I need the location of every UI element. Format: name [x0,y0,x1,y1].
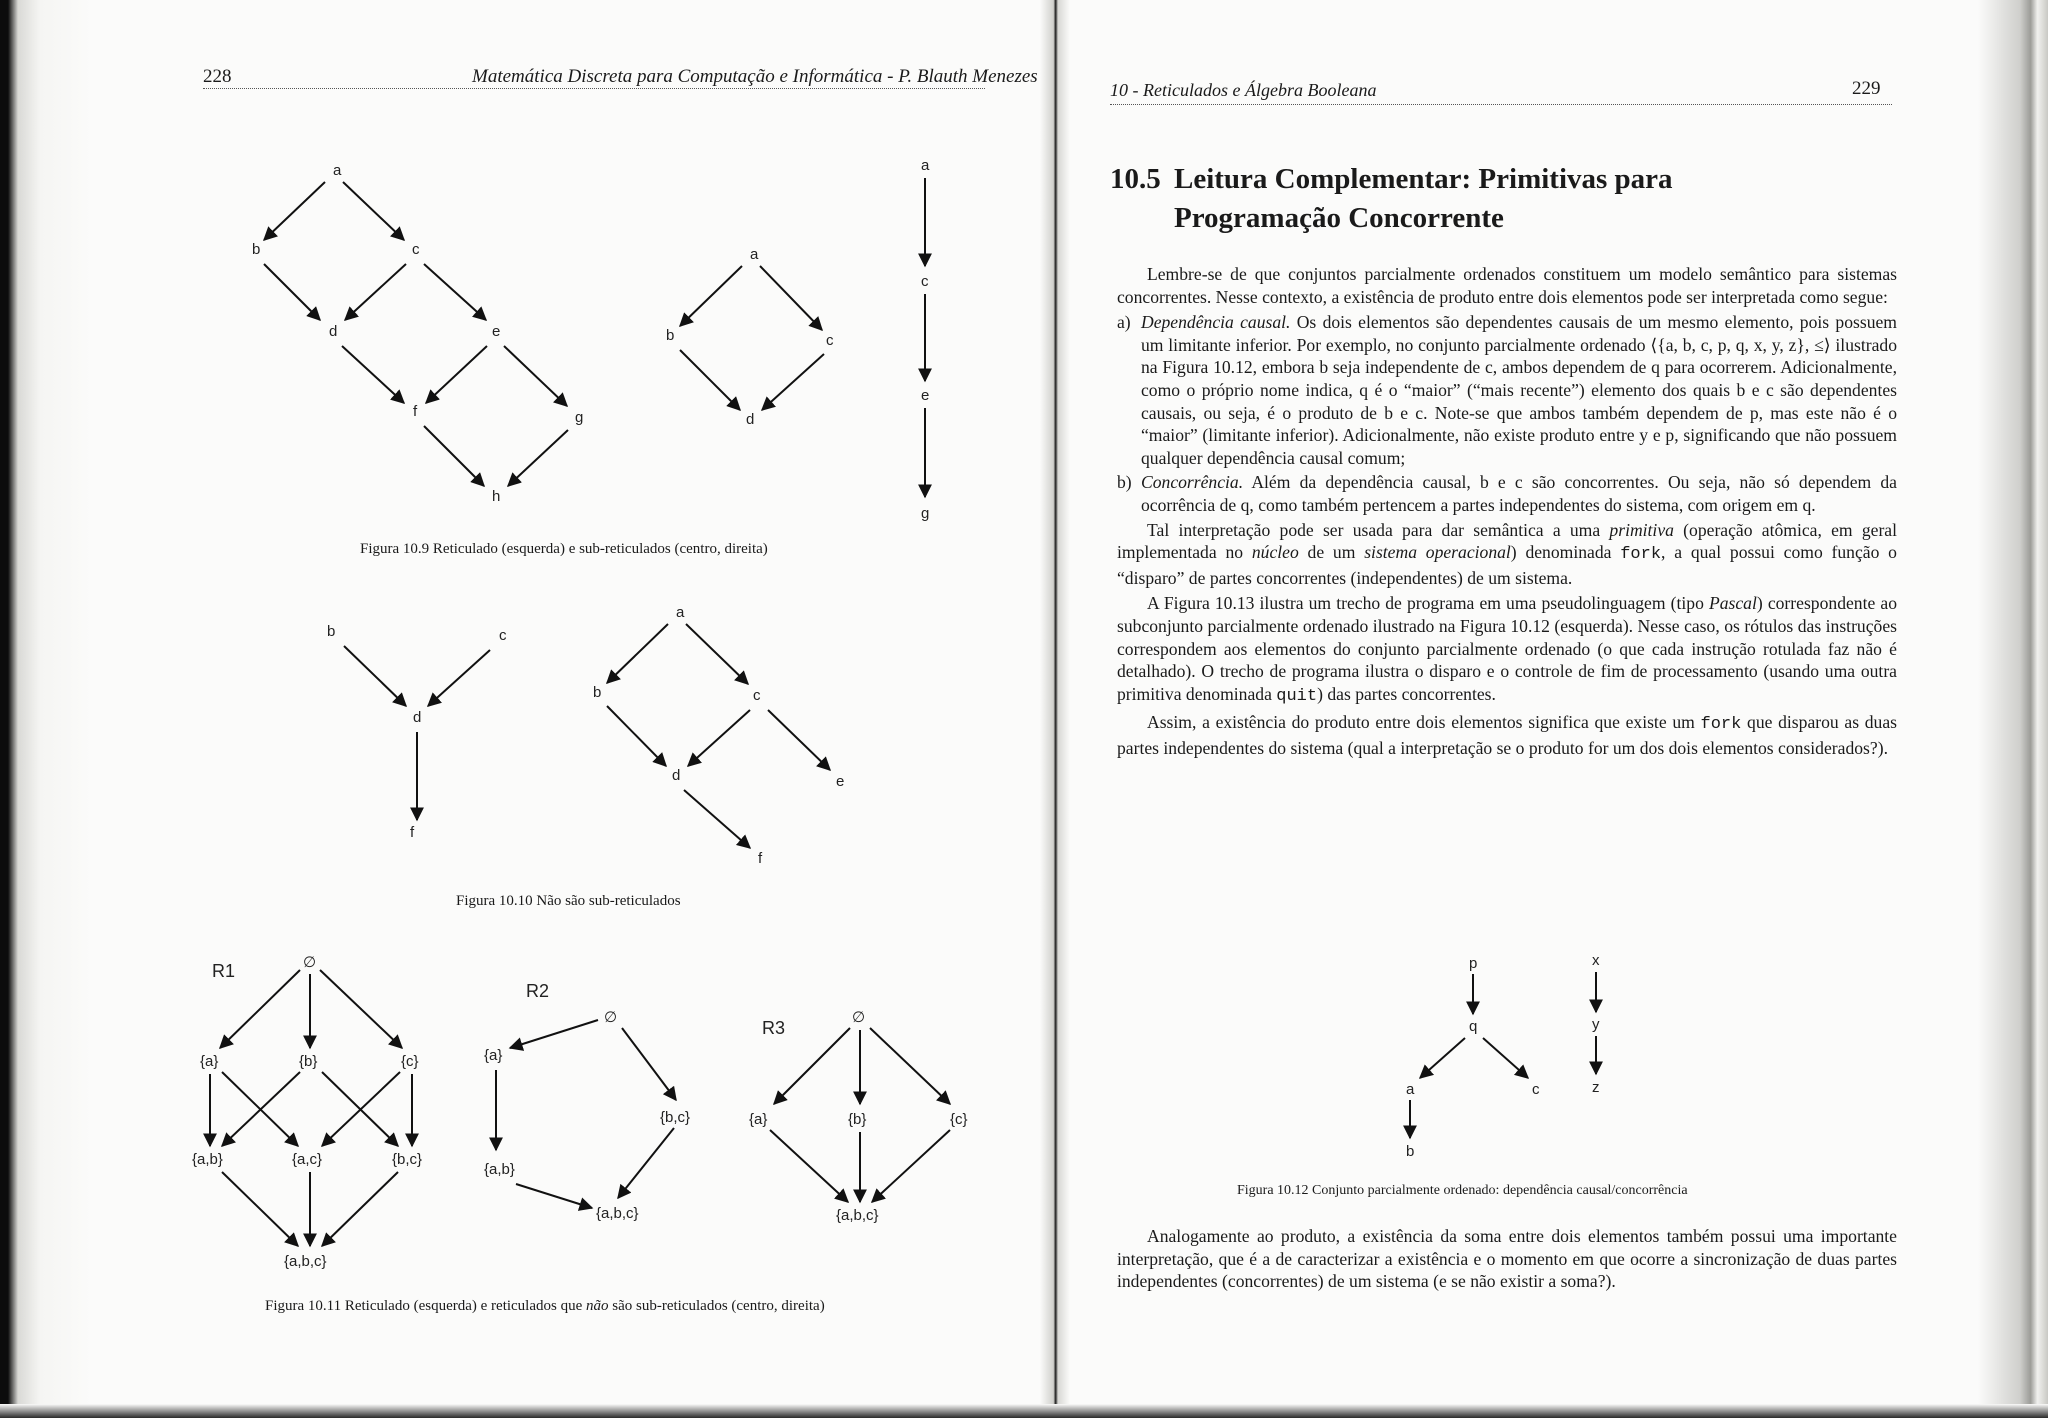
node-abc: {a,b,c} [284,1253,327,1270]
node-x: x [1592,952,1600,969]
node-b: b [1406,1143,1415,1160]
node-abc: {a,b,c} [836,1207,879,1224]
page-number-left: 228 [203,66,232,87]
node-c: c [499,627,507,644]
term-causal-dependency: Dependência causal. [1141,312,1291,333]
node-y: y [1592,1016,1600,1033]
node-z: z [1592,1079,1600,1096]
node-c: c [753,687,761,704]
intro-paragraph: Lembre-se de que conjuntos parcialmente ordenados constituem um modelo semântico para sistemas concorrentes. Nesse contexto, a existência de produto entre dois elementos pode ser interpretada como segue: [1117,264,1897,307]
section-title-line2: Programação Concorrente [1174,202,1504,234]
node-d: d [672,767,681,784]
node-f: f [410,824,415,841]
node-c: c [921,273,929,290]
node-abc: {a,b,c} [596,1205,639,1222]
node-h: h [492,488,501,505]
node-p: p [1469,955,1478,972]
node-e: e [492,323,501,340]
node-a: a [676,604,685,621]
node-a: {a} [200,1053,219,1070]
node-ab: {a,b} [484,1161,515,1178]
label-r3: R3 [762,1018,786,1038]
node-c: {c} [950,1111,968,1128]
label-r1: R1 [212,961,236,981]
node-a: {a} [484,1047,503,1064]
list-item: b) Concorrência. Além da dependência causal, b e c são concorrentes. Ou seja, não só dependem da ocorrência de q, como também pertencem a partes independentes do sistema, com origem em q. [1117,472,1897,515]
paragraph-product: Assim, a existência do produto entre dois elementos significa que existe um fork que disparou as duas partes independentes do sistema (qual a interpretação se o produto for um dos dois elementos considerados?). [1117,712,1898,758]
section-title-line1: Leitura Complementar: Primitivas para [1174,163,1673,195]
node-a: a [1406,1081,1415,1098]
node-c: c [412,241,420,258]
running-head-right: 10 - Reticulados e Álgebra Booleana [1110,80,1377,100]
node-a: a [750,246,759,263]
node-d: d [746,411,755,428]
section-number: 10.5 [1110,163,1161,195]
node-q: q [1469,1018,1478,1035]
node-c: c [826,332,834,349]
paragraph-sum: Analogamente ao produto, a existência da soma entre dois elementos também possui uma importante interpretação, que é a de caracterizar a existência e o momento em que ocorre a sincronização de duas partes independentes (concorrentes) de um sistema (e se não existir a soma?). [1117,1226,1897,1292]
node-f: f [758,850,763,867]
node-a: a [921,157,930,174]
node-c: c [1532,1081,1540,1098]
label-r2: R2 [526,981,550,1001]
node-bc: {b,c} [660,1109,691,1126]
node-b: b [327,623,336,640]
node-empty: ∅ [303,954,317,971]
node-b: {b} [848,1111,867,1128]
node-d: d [413,709,422,726]
figure-10-11-caption: Figura 10.11 Reticulado (esquerda) e reticulados que não são sub-reticulados (centro, direita) [265,1298,825,1314]
node-b: b [593,684,602,701]
paragraph-figure-10-13: A Figura 10.13 ilustra um trecho de programa em uma pseudolinguagem (tipo Pascal) correspondente ao subconjunto parcialmente ordenado ilustrado na Figura 10.12 (esquerda). Nesse caso, os rótulos das instruções correspondem aos elementos do conjunto parcialmente ordenado (o que cada instrução rotulada faz não é detalhado). O trecho de programa ilustra o disparo e o controle de fim de processamento (usando uma outra primitiva denominada quit) das partes concorrentes. [1117,593,1898,706]
node-b: b [252,241,261,258]
node-ac: {a,c} [292,1151,323,1168]
figure-10-9-caption: Figura 10.9 Reticulado (esquerda) e sub-reticulados (centro, direita) [360,541,768,557]
node-b: {b} [299,1053,318,1070]
page-number-right: 229 [1852,78,1881,99]
node-empty: ∅ [604,1009,618,1026]
body-lower [1117,1225,1897,1296]
figure-10-10-caption: Figura 10.10 Não são sub-reticulados [456,893,681,909]
term-concurrency: Concorrência. [1141,472,1244,493]
running-head-left: Matemática Discreta para Computação e Informática - P. Blauth Menezes [472,66,1038,87]
node-e: e [921,387,930,404]
node-d: d [329,323,338,340]
node-a: {a} [749,1111,768,1128]
paragraph-fork: Tal interpretação pode ser usada para dar semântica a uma primitiva (operação atômica, em geral implementada no núcleo de um sistema operacional) denominada fork, a qual possui como função o “disparo” de partes concorrentes (independentes) de um sistema. [1117,519,1897,588]
node-b: b [666,327,675,344]
node-c: {c} [401,1053,419,1070]
node-a: a [333,162,342,179]
node-g: g [575,409,584,426]
node-empty: ∅ [852,1009,866,1026]
node-ab: {a,b} [192,1151,223,1168]
list-item: a) Dependência causal. Os dois elementos são dependentes causais de um mesmo elemento, pois possuem um limitante inferior. Por exemplo, no conjunto parcialmente ordenado ⟨{a, b, c, p, q, x, y, z}, ≤⟩ ilustrado na Figura 10.12, embora b seja independente de c, ambos dependem de q para ocorrerem. Adicionalmente, como o próprio nome indica, q é o “maior” (“mais recente”) elemento dos quais b e c são dependentes causais, ou seja, é o produto de b e c. Note-se que ambos também dependem de p, mas este não é o “maior” (limitante inferior). Adicionalmente, não existe produto entre y e p, significando que não possuem qualquer dependência causal comum; [1117,312,1897,468]
figure-10-12-caption: Figura 10.12 Conjunto parcialmente ordenado: dependência causal/concorrência [1237,1183,1688,1198]
node-e: e [836,773,845,790]
node-bc: {b,c} [392,1151,423,1168]
node-g: g [921,505,930,522]
node-f: f [413,403,418,420]
